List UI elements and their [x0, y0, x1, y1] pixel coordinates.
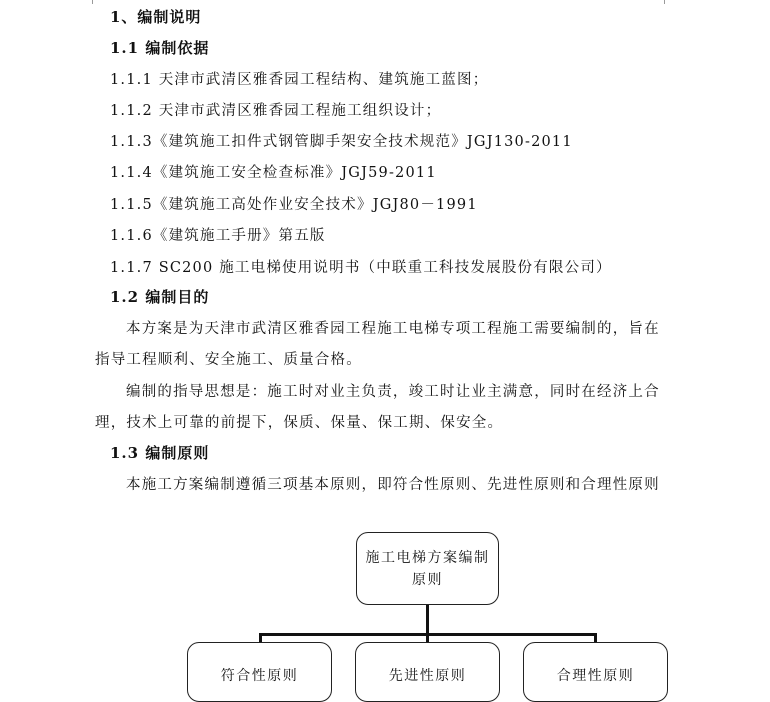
page-margin-mark-left — [92, 0, 93, 4]
diagram-child-node — [187, 642, 332, 702]
basis-item: 1.1.3《建筑施工扣件式钢管脚手架安全技术规范》JGJ130-2011 — [110, 134, 573, 150]
basis-item: 1.1.1 天津市武清区雅香园工程结构、建筑施工蓝图； — [110, 72, 489, 88]
diagram-root-label-line: 原则 — [412, 571, 443, 588]
purpose-paragraph-line: 指导工程顺利、安全施工、质量合格。 — [95, 352, 362, 368]
purpose-heading: 1.2 编制目的 — [110, 288, 210, 306]
diagram-child-node — [355, 642, 500, 702]
diagram-child-label: 先进性原则 — [388, 668, 467, 684]
section-heading: 1、编制说明 — [110, 8, 202, 26]
principle-paragraph: 本施工方案编制遵循三项基本原则，即符合性原则、先进性原则和合理性原则 — [126, 477, 660, 493]
basis-item: 1.1.7 SC200 施工电梯使用说明书（中联重工科技发展股份有限公司） — [110, 260, 612, 276]
purpose-paragraph-line: 本方案是为天津市武清区雅香园工程施工电梯专项工程施工需要编制的，旨在 — [126, 321, 660, 337]
diagram-root-node — [356, 532, 499, 605]
diagram-child-label: 合理性原则 — [556, 668, 635, 684]
purpose-paragraph-line: 编制的指导思想是：施工时对业主负责，竣工时让业主满意，同时在经济上合 — [126, 384, 660, 400]
diagram-child-label: 符合性原则 — [220, 668, 299, 684]
basis-item: 1.1.6《建筑施工手册》第五版 — [110, 228, 326, 244]
diagram-connector — [426, 605, 429, 635]
basis-item: 1.1.5《建筑施工高处作业安全技术》JGJ80－1991 — [110, 197, 478, 213]
purpose-paragraph-line: 理，技术上可靠的前提下，保质、保量、保工期、保安全。 — [95, 415, 504, 431]
diagram-child-node — [523, 642, 668, 702]
page-margin-mark-right — [664, 0, 665, 4]
principle-heading: 1.3 编制原则 — [110, 444, 210, 462]
basis-item: 1.1.4《建筑施工安全检查标准》JGJ59-2011 — [110, 165, 437, 181]
diagram-root-label-line: 施工电梯方案编制 — [365, 549, 490, 566]
basis-heading: 1.1 编制依据 — [110, 39, 210, 57]
basis-item: 1.1.2 天津市武清区雅香园工程施工组织设计； — [110, 103, 442, 119]
